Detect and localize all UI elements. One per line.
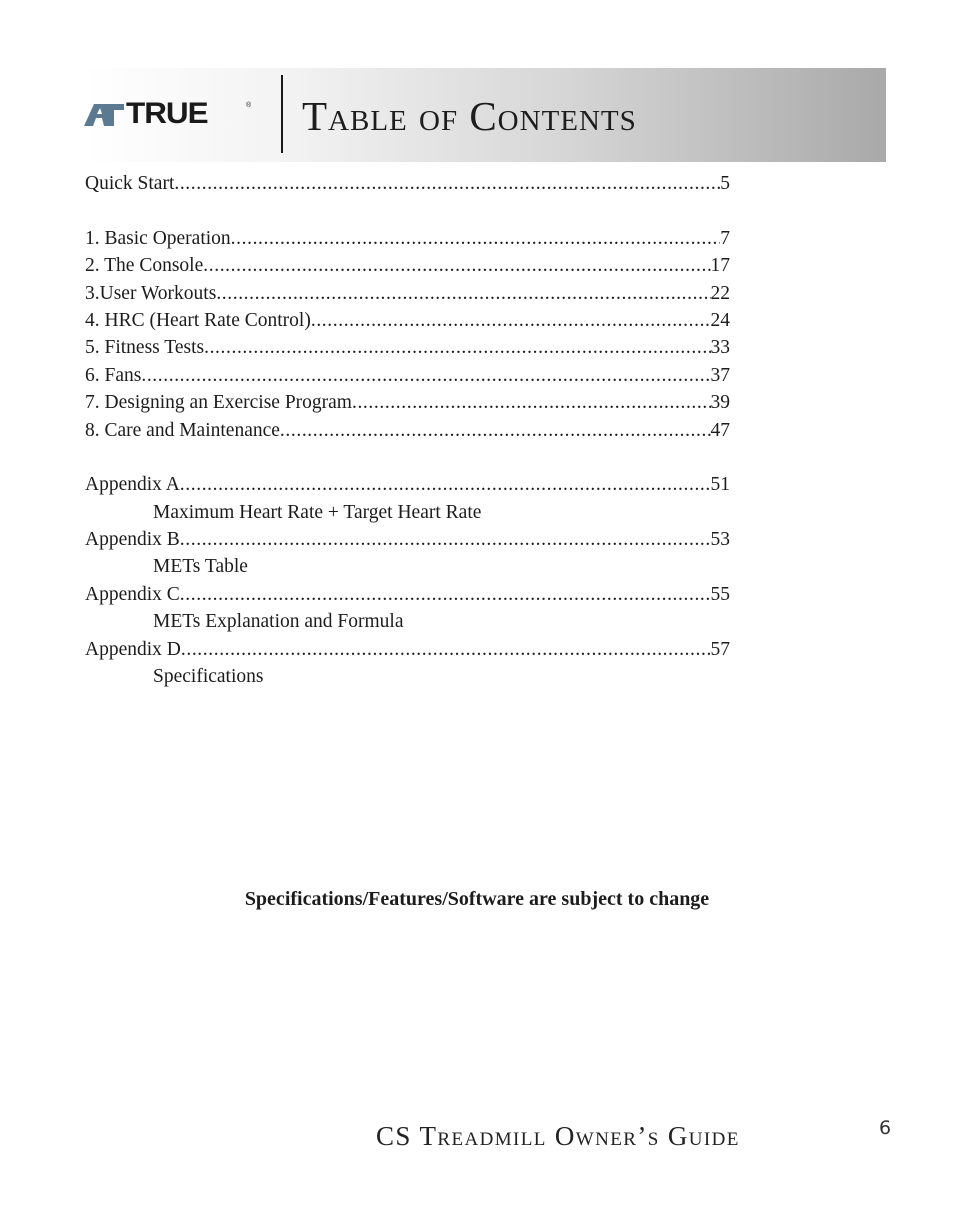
toc-entry-page: 39 [710,392,730,414]
dot-leader [180,471,711,498]
toc-entry-label: 6. Fans [85,364,142,386]
table-of-contents [85,170,730,690]
header-divider [281,75,283,153]
toc-appendix-subtitle: Specifications [153,666,264,688]
dot-leader [204,334,710,361]
change-notice: Specifications/Features/Software are subject to change [244,888,710,910]
dot-leader [352,389,711,416]
dot-leader [180,581,711,608]
toc-entry-label: Quick Start [85,173,175,194]
toc-entry-appendix-d[interactable] [85,636,730,663]
toc-entry-page: 7 [720,227,730,249]
dot-leader [216,280,710,307]
toc-entry-label: Appendix C [85,583,180,605]
dot-leader [203,252,710,279]
toc-entry-chapter-3[interactable] [85,280,730,307]
brand-logo [84,97,254,130]
toc-entry-label: 1. Basic Operation [85,227,231,249]
toc-entry-label: Appendix A [85,474,180,496]
toc-appendix-subtitle: Maximum Heart Rate + Target Heart Rate [153,501,482,523]
toc-entry-appendix-c[interactable] [85,581,730,608]
dot-leader [181,636,711,663]
toc-entry-label: 4. HRC (Heart Rate Control) [85,309,311,331]
page-title: Table of Contents [302,93,637,139]
dot-leader [311,307,711,334]
registered-mark: ® [246,102,252,109]
dot-leader [231,225,721,252]
toc-entry-page: 53 [710,529,730,551]
toc-entry-chapter-2[interactable] [85,252,730,279]
toc-entry-page: 22 [710,282,730,304]
footer-guide-title: CS Treadmill Owner’s Guide [376,1121,740,1151]
toc-entry-label: 2. The Console [85,255,204,277]
toc-entry-chapter-6[interactable] [85,362,730,389]
toc-entry-label: 5. Fitness Tests [85,337,205,359]
dot-leader [141,362,710,389]
toc-entry-appendix-b[interactable] [85,526,730,553]
toc-entry-page: 17 [710,255,730,277]
toc-entry-page: 5 [720,173,730,194]
dot-leader [174,170,720,197]
toc-appendix-subtitle: METs Table [153,556,248,578]
toc-entry-label: Appendix D [85,638,181,660]
toc-entry-page: 37 [710,364,730,386]
toc-entry-appendix-a[interactable] [85,471,730,498]
toc-entry-chapter-7[interactable] [85,389,730,416]
page-number: 6 [879,1117,892,1139]
toc-entry-label: Appendix B [85,529,180,551]
toc-entry-chapter-4[interactable] [85,307,730,334]
toc-appendix-subtitle: METs Explanation and Formula [153,611,404,633]
true-logo-mark-icon [84,100,126,126]
toc-entry-page: 57 [710,638,730,660]
dot-leader [180,526,711,553]
brand-wordmark: TRUE [126,97,208,130]
toc-entry-page: 24 [710,309,730,331]
toc-entry-label: 7. Designing an Exercise Program [85,392,352,414]
dot-leader [280,417,711,444]
toc-entry-label: 8. Care and Maintenance [85,419,280,441]
toc-entry-page: 51 [710,474,730,496]
toc-entry-label: 3.User Workouts [85,282,217,304]
toc-entry-chapter-8[interactable] [85,417,730,444]
toc-entry-page: 47 [710,419,730,441]
toc-entry-chapter-5[interactable] [85,334,730,361]
toc-entry-chapter-1[interactable] [85,225,730,252]
toc-entry-quick-start[interactable] [85,170,730,197]
toc-entry-page: 55 [710,583,730,605]
toc-entry-page: 33 [710,337,730,359]
